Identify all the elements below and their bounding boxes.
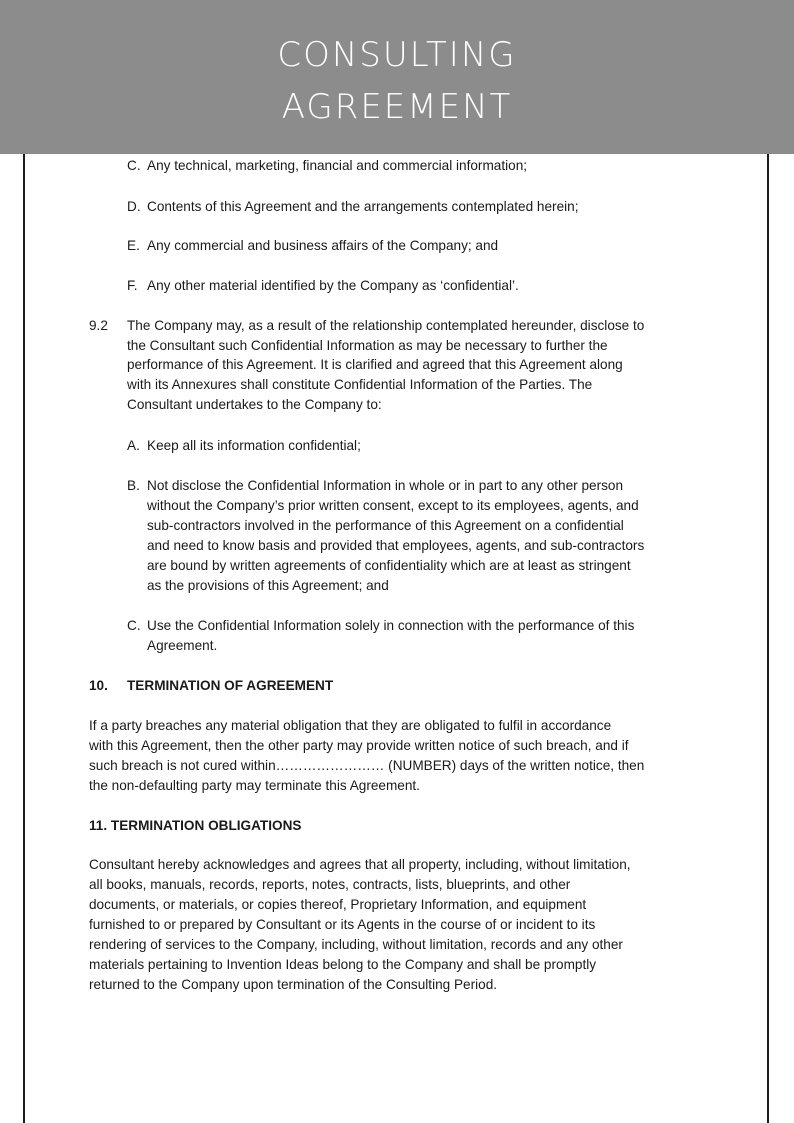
list-item-text-line: Not disclose the Confidential Information in whole or in part to any other person xyxy=(147,478,624,493)
clause-number: 9.2 xyxy=(89,318,108,333)
list-item-text-line: Use the Confidential Information solely in connection with the performance of this xyxy=(147,618,635,633)
paragraph-line: all books, manuals, records, reports, notes, contracts, lists, blueprints, and other xyxy=(89,877,571,892)
paragraph-line: such breach is not cured within…………………… (NUMBER) days of the written notice, then xyxy=(89,758,645,773)
list-letter: D. xyxy=(127,199,141,214)
list-item-text-line: Agreement. xyxy=(147,638,218,653)
list-item-text: Contents of this Agreement and the arrangements contemplated herein; xyxy=(147,199,579,214)
clause-text-line: Consultant undertakes to the Company to: xyxy=(127,397,382,412)
list-letter: C. xyxy=(127,158,141,173)
section-heading: TERMINATION OF AGREEMENT xyxy=(127,678,334,693)
clause-text-line: with its Annexures shall constitute Confidential Information of the Parties. The xyxy=(127,377,593,392)
section-heading: 11. TERMINATION OBLIGATIONS xyxy=(89,818,302,833)
list-item-text-line: sub-contractors involved in the performance of this Agreement on a confidential xyxy=(147,518,624,533)
section-heading-number: 10. xyxy=(89,678,108,693)
list-letter: A. xyxy=(127,438,140,453)
paragraph-line: furnished to or prepared by Consultant or its Agents in the course of or incident to its xyxy=(89,917,596,932)
list-item-text-line: as the provisions of this Agreement; and xyxy=(147,578,389,593)
list-letter: B. xyxy=(127,478,140,493)
clause-text-line: the Consultant such Confidential Information as may be necessary to further the xyxy=(127,338,608,353)
paragraph-line: rendering of services to the Company, including, without limitation, records and any other xyxy=(89,937,623,952)
list-item-text: Keep all its information confidential; xyxy=(147,438,361,453)
list-item-text: Any technical, marketing, financial and commercial information; xyxy=(147,158,528,173)
list-item-text-line: are bound by written agreements of confidentiality which are at least as stringent xyxy=(147,558,631,573)
list-letter: C. xyxy=(127,618,141,633)
list-letter: E. xyxy=(127,238,140,253)
title-banner xyxy=(0,0,794,154)
paragraph-line: Consultant hereby acknowledges and agrees that all property, including, without limitation, xyxy=(89,857,631,872)
list-item-text: Any other material identified by the Company as ‘confidential’. xyxy=(147,278,519,293)
clause-text-line: The Company may, as a result of the relationship contemplated hereunder, disclose to xyxy=(127,318,645,333)
paragraph-line: with this Agreement, then the other party may provide written notice of such breach, and if xyxy=(89,738,629,753)
banner-title-line-1: CONSULTING xyxy=(277,35,517,75)
paragraph-line: the non-defaulting party may terminate this Agreement. xyxy=(89,778,420,793)
banner-title-line-2: AGREEMENT xyxy=(281,87,513,127)
list-item-text: Any commercial and business affairs of the Company; and xyxy=(147,238,499,253)
clause-text-line: performance of this Agreement. It is clarified and agreed that this Agreement along xyxy=(127,357,623,372)
paragraph-line: materials pertaining to Invention Ideas belong to the Company and shall be promptly xyxy=(89,957,597,972)
paragraph-line: If a party breaches any material obligation that they are obligated to fulfil in accordance xyxy=(89,718,612,733)
list-item-text-line: without the Company’s prior written consent, except to its employees, agents, and xyxy=(147,498,639,513)
paragraph-line: returned to the Company upon termination of the Consulting Period. xyxy=(89,977,498,992)
paragraph-line: documents, or materials, or copies thereof, Proprietary Information, and equipment xyxy=(89,897,587,912)
list-item-text-line: and need to know basis and provided that employees, agents, and sub-contractors xyxy=(147,538,645,553)
list-letter: F. xyxy=(127,278,138,293)
